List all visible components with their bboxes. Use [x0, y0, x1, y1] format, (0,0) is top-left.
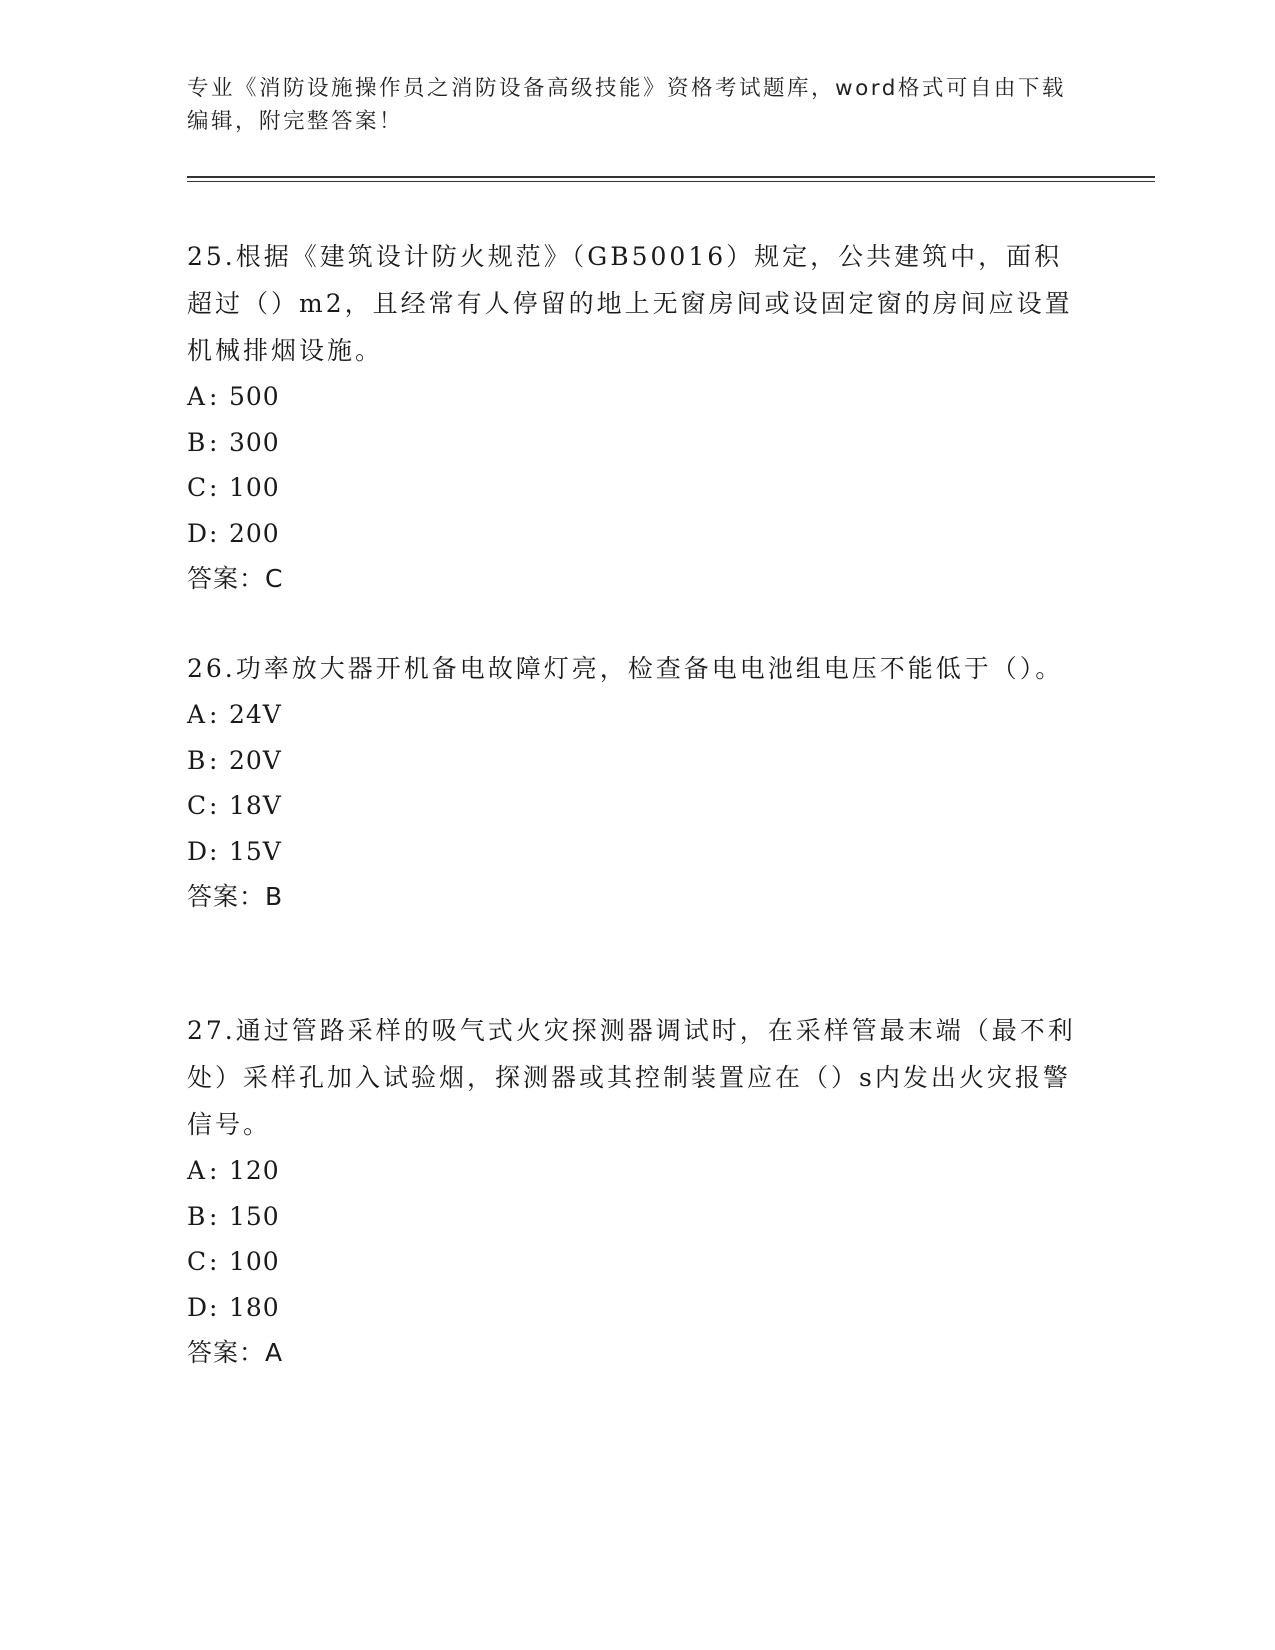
- option-letter: A: [187, 700, 207, 729]
- answer-line: [187, 874, 1087, 920]
- question-stem: [187, 1007, 1087, 1148]
- option-letter: D: [187, 1292, 209, 1322]
- option-value: 150: [229, 1201, 280, 1231]
- option-letter: D: [187, 836, 209, 866]
- option-b: B : 20V: [187, 738, 1087, 784]
- option-d: D: 15V: [187, 829, 1087, 875]
- option-value: 20V: [229, 745, 282, 775]
- option-value: 100: [229, 1247, 280, 1276]
- option-value: 180: [229, 1292, 280, 1322]
- question-text: 通过管路采样的吸气式火灾探测器调试时，在采样管最末端（最不利处）采样孔加入试验烟，探测器或其控制装置应在（）s内发出火灾报警信号。: [187, 1016, 1076, 1139]
- option-d: D: 180: [187, 1285, 1087, 1331]
- option-letter: C: [187, 1247, 208, 1276]
- question-stem: [187, 233, 1087, 374]
- option-value: 500: [229, 382, 280, 411]
- option-a: A : 500: [187, 374, 1087, 420]
- option-value: 200: [229, 518, 280, 548]
- document-header-text: 专业《消防设施操作员之消防设备高级技能》资格考试题库，word格式可自由下载编辑，附完整答案！: [187, 76, 1066, 134]
- option-value: 18V: [229, 791, 282, 820]
- answer-label: 答案：: [187, 882, 266, 911]
- answer-line: [187, 1330, 1087, 1376]
- option-value: 120: [229, 1156, 280, 1185]
- header-divider-thin: [187, 181, 1155, 182]
- question-27: [187, 1007, 1087, 1376]
- option-letter: A: [187, 382, 207, 411]
- option-letter: D: [187, 518, 209, 548]
- option-c: C: 100: [187, 465, 1087, 511]
- question-text: 功率放大器开机备电故障灯亮，检查备电电池组电压不能低于（）。: [235, 654, 1064, 683]
- option-a: A : 120: [187, 1148, 1087, 1194]
- question-number: 26.: [187, 654, 236, 683]
- answer-line: [187, 556, 1087, 602]
- answer-label: 答案：: [187, 1338, 266, 1367]
- question-number: 25.: [187, 242, 236, 271]
- option-b: B : 150: [187, 1194, 1087, 1240]
- option-letter: C: [187, 473, 208, 502]
- answer-value: C: [265, 564, 284, 593]
- option-value: 100: [229, 473, 280, 502]
- question-text: 根据《建筑设计防火规范》（GB50016）规定，公共建筑中，面积超过（）m2，且经常有人停留的地上无窗房间或设固定窗的房间应设置机械排烟设施。: [187, 242, 1073, 365]
- option-a: A : 24V: [187, 692, 1087, 738]
- option-value: 15V: [229, 836, 282, 866]
- option-b: B : 300: [187, 420, 1087, 466]
- option-value: 24V: [229, 700, 282, 729]
- option-letter: B: [187, 427, 207, 457]
- question-26: [187, 645, 1087, 920]
- header-divider-thick: [187, 176, 1155, 178]
- answer-label: 答案：: [187, 564, 266, 593]
- answer-value: A: [265, 1338, 284, 1367]
- option-letter: A: [187, 1156, 207, 1185]
- answer-value: B: [265, 882, 284, 911]
- option-c: C: 100: [187, 1239, 1087, 1285]
- question-stem: [187, 645, 1087, 692]
- option-letter: B: [187, 1201, 207, 1231]
- option-c: C: 18V: [187, 783, 1087, 829]
- question-25: [187, 233, 1087, 602]
- option-value: 300: [229, 427, 280, 457]
- option-letter: C: [187, 791, 208, 820]
- question-number: 27.: [187, 1016, 236, 1045]
- option-d: D: 200: [187, 511, 1087, 557]
- option-letter: B: [187, 745, 207, 775]
